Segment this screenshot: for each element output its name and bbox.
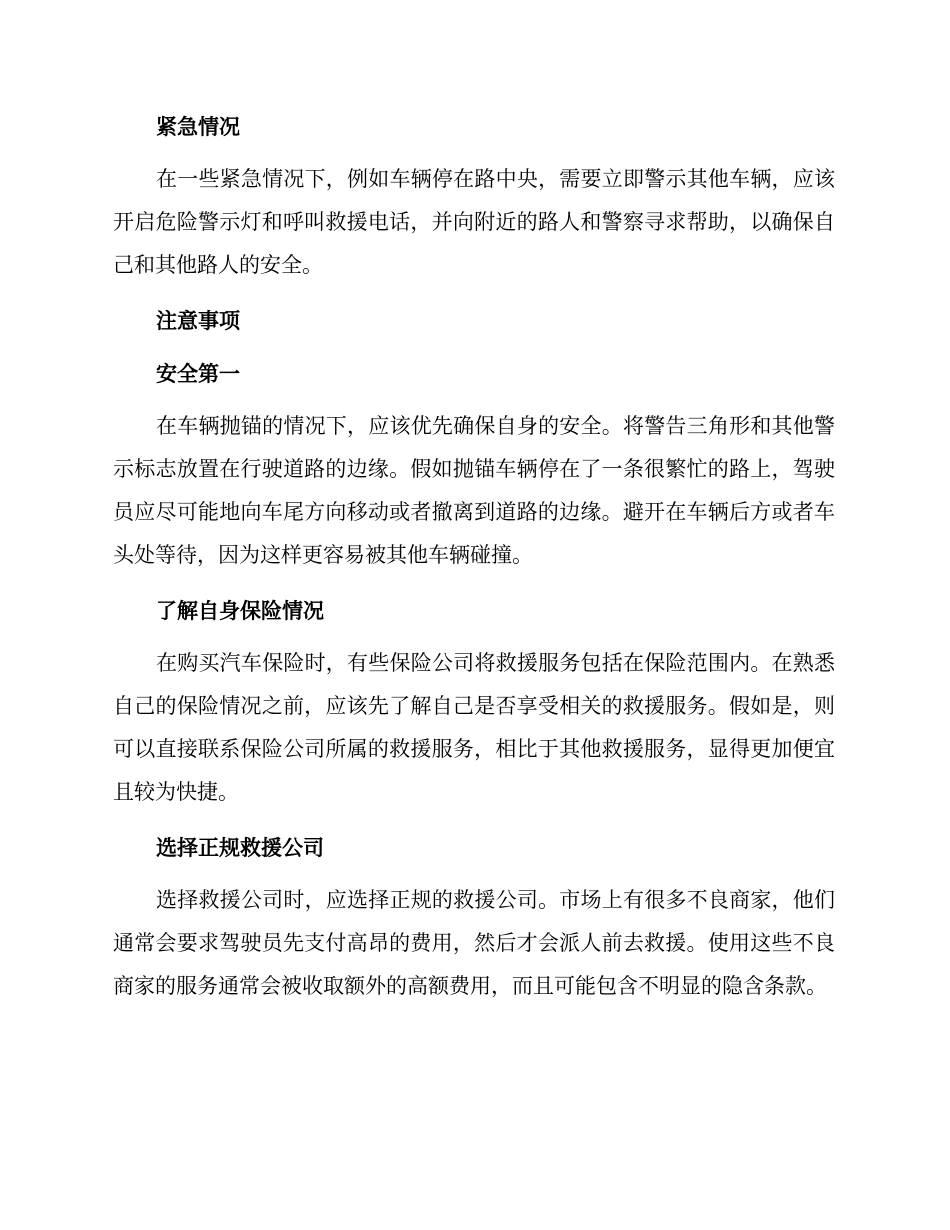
section-heading-insurance: 了解自身保险情况 [156, 598, 324, 623]
section-paragraph-safety-first: 在车辆抛锚的情况下，应该优先确保自身的安全。将警告三角形和其他警示标志放置在行驶道路的边缘。假如抛锚车辆停在了一条很繁忙的路上，驾驶员应尽可能地向车尾方向移动或者撤离到道路的边缘。避开在车辆后方或者车头处等待，因为这样更容易被其他车辆碰撞。 [113, 414, 835, 567]
section-heading-emergency: 紧急情况 [156, 114, 240, 139]
section-paragraph-emergency: 在一些紧急情况下，例如车辆停在路中央，需要立即警示其他车辆，应该开启危险警示灯和呼叫救援电话，并向附近的路人和警察寻求帮助，以确保自己和其他路人的安全。 [113, 167, 835, 277]
section-paragraph-rescue-company: 选择救援公司时，应选择正规的救援公司。市场上有很多不良商家，他们通常会要求驾驶员先支付高昂的费用，然后才会派人前去救援。使用这些不良商家的服务通常会被收取额外的高额费用，而且可能包含不明显的隐含条款。 [113, 888, 835, 998]
section-heading-safety-first: 安全第一 [156, 361, 240, 386]
section-heading-rescue-company: 选择正规救援公司 [156, 835, 324, 860]
section-heading-notes: 注意事项 [156, 308, 240, 333]
document-page [113, 105, 835, 1008]
section-paragraph-insurance: 在购买汽车保险时，有些保险公司将救援服务包括在保险范围内。在熟悉自己的保险情况之前，应该先了解自己是否享受相关的救援服务。假如是，则可以直接联系保险公司所属的救援服务，相比于其他救援服务，显得更加便宜且较为快捷。 [113, 651, 835, 804]
